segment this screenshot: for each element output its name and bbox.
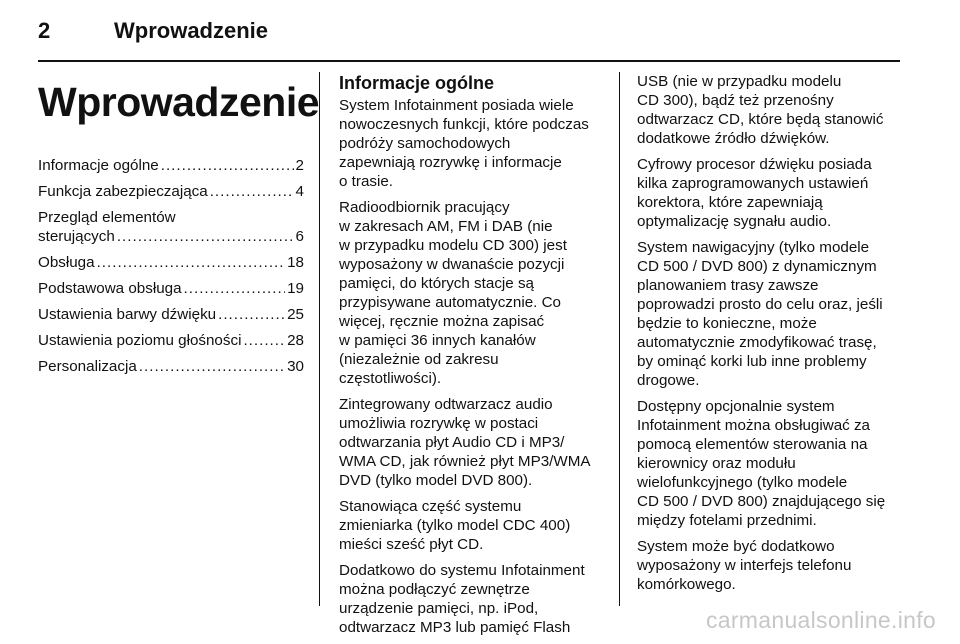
content-body <box>637 72 905 594</box>
text-line: w przypadku modelu CD 300) jest <box>339 237 567 254</box>
toc-entry-title: sterujących <box>38 228 115 245</box>
toc-entry[interactable] <box>38 182 304 201</box>
text-line: wyposażony w dwanaście pozycji <box>339 256 565 273</box>
toc-entry-title: Informacje ogólne <box>38 157 159 174</box>
text-line: korektora, które zapewniają <box>637 194 823 211</box>
text-line: by ominąć korki lub inne problemy <box>637 353 867 370</box>
text-line: odtwarzacz CD, które będą stanowić <box>637 111 884 128</box>
toc-leader-dots <box>243 331 285 350</box>
text-line: wielofunkcyjnego (tylko modele <box>637 474 848 491</box>
text-line: WMA CD, jak również płyt MP3/WMA <box>339 453 591 470</box>
text-line: nowoczesnych funkcji, które podczas <box>339 116 589 133</box>
toc-page-number: 2 <box>295 157 304 174</box>
text-line: odtwarzania płyt Audio CD i MP3/ <box>339 434 565 451</box>
paragraph <box>339 497 605 554</box>
toc-entry[interactable] <box>38 253 304 272</box>
text-line: pomocą elementów sterowania na <box>637 436 868 453</box>
text-line: automatycznie zmodyfikować trasę, <box>637 334 877 351</box>
text-line: drogowe. <box>637 372 700 389</box>
text-line: urządzenie pamięci, np. iPod, <box>339 600 539 617</box>
toc-column <box>38 72 320 383</box>
text-line: System może być dodatkowo <box>637 538 835 555</box>
toc-entry-title: Ustawienia poziomu głośności <box>38 332 242 349</box>
toc-leader-dots <box>139 357 285 376</box>
paragraph <box>637 155 905 231</box>
text-line: Dodatkowo do systemu Infotainment <box>339 562 585 579</box>
text-line: między fotelami przednimi. <box>637 512 817 529</box>
section-heading: Informacje ogólne <box>339 73 495 93</box>
text-line: komórkowego. <box>637 576 736 593</box>
text-line: przypisywane automatycznie. Co <box>339 294 562 311</box>
text-line: można podłączyć zewnętrze <box>339 581 530 598</box>
text-line: o trasie. <box>339 173 394 190</box>
toc-leader-dots <box>184 279 286 298</box>
text-line: System Infotainment posiada wiele <box>339 97 574 114</box>
content-column-2 <box>637 72 905 601</box>
text-line: umożliwia rozrywkę w postaci <box>339 415 539 432</box>
toc-entry-title: Ustawienia barwy dźwięku <box>38 306 217 323</box>
text-line: System nawigacyjny (tylko modele <box>637 239 870 256</box>
text-line: podróży samochodowych <box>339 135 511 152</box>
toc-entry[interactable] <box>38 331 304 350</box>
text-line: CD 300), bądź też przenośny <box>637 92 834 109</box>
toc-page-number: 30 <box>287 358 304 375</box>
toc-entry[interactable] <box>38 279 304 298</box>
text-line: w pamięci 36 innych kanałów <box>339 332 536 349</box>
text-line: mieści sześć płyt CD. <box>339 536 484 553</box>
toc-leader-dots <box>117 227 294 246</box>
text-line: będzie to konieczne, może <box>637 315 817 332</box>
paragraph <box>339 395 605 490</box>
page-number: 2 <box>38 18 51 43</box>
text-line: dodatkowe źródło dźwięków. <box>637 130 830 147</box>
text-line: zapewniają rozrywkę i informacje <box>339 154 562 171</box>
text-line: kilka zaprogramowanych ustawień <box>637 175 869 192</box>
column-separator <box>319 72 320 606</box>
toc-entry-title: Obsługa <box>38 254 95 271</box>
table-of-contents <box>38 156 304 376</box>
paragraph <box>637 397 905 530</box>
text-line: częstotliwości). <box>339 370 442 387</box>
text-line: więcej, ręcznie można zapisać <box>339 313 545 330</box>
text-line: Infotainment można obsługiwać za <box>637 417 871 434</box>
toc-page-number: 19 <box>287 280 304 297</box>
text-line: Stanowiąca część systemu <box>339 498 522 515</box>
text-line: planowaniem trasy zawsze <box>637 277 819 294</box>
text-line: wyposażony w interfejs telefonu <box>637 557 852 574</box>
toc-leader-dots <box>97 253 286 272</box>
text-line: Radioodbiornik pracujący <box>339 199 510 216</box>
text-line: odtwarzacz MP3 lub pamięć Flash <box>339 619 571 636</box>
toc-entry-title: Przegląd elementów <box>38 209 176 226</box>
page-header <box>38 14 268 48</box>
toc-page-number: 28 <box>287 332 304 349</box>
toc-page-number: 18 <box>287 254 304 271</box>
text-line: poprowadzi prosto do celu oraz, jeśli <box>637 296 883 313</box>
paragraph <box>637 238 905 390</box>
content-body <box>339 96 605 637</box>
text-line: Zintegrowany odtwarzacz audio <box>339 396 553 413</box>
paragraph <box>637 537 905 594</box>
text-line: zmieniarka (tylko model CDC 400) <box>339 517 571 534</box>
toc-entry[interactable] <box>38 357 304 376</box>
paragraph <box>339 96 605 191</box>
toc-leader-dots <box>218 305 285 324</box>
header-title: Wprowadzenie <box>114 18 269 43</box>
text-line: Cyfrowy procesor dźwięku posiada <box>637 156 872 173</box>
text-line: CD 500 / DVD 800) z dynamicznym <box>637 258 877 275</box>
toc-entry-title: Podstawowa obsługa <box>38 280 182 297</box>
text-line: pamięci, do których stacje są <box>339 275 534 292</box>
toc-leader-dots <box>210 182 294 201</box>
text-line: USB (nie w przypadku modelu <box>637 73 842 90</box>
text-line: DVD (tylko model DVD 800). <box>339 472 533 489</box>
paragraph <box>339 198 605 388</box>
text-line: kierownicy oraz modułu <box>637 455 796 472</box>
text-line: Dostępny opcjonalnie system <box>637 398 835 415</box>
toc-page-number: 4 <box>295 183 304 200</box>
text-line: optymalizację sygnału audio. <box>637 213 832 230</box>
toc-entry[interactable] <box>38 305 304 324</box>
toc-page-number: 6 <box>295 228 304 245</box>
section-title: Wprowadzenie <box>38 79 320 125</box>
content-column-1 <box>339 72 605 644</box>
toc-entry[interactable] <box>38 156 304 175</box>
paragraph <box>637 72 905 148</box>
paragraph <box>339 561 605 637</box>
watermark: carmanualsonline.info <box>705 607 936 633</box>
text-line: (niezależnie od zakresu <box>339 351 499 368</box>
column-separator <box>619 72 620 606</box>
text-line: CD 500 / DVD 800) znajdującego się <box>637 493 886 510</box>
toc-page-number: 25 <box>287 306 304 323</box>
toc-entry-title: Personalizacja <box>38 358 137 375</box>
toc-leader-dots <box>161 156 294 175</box>
toc-entry-title: Funkcja zabezpieczająca <box>38 183 208 200</box>
header-rule <box>38 60 900 62</box>
text-line: w zakresach AM, FM i DAB (nie <box>339 218 553 235</box>
toc-entry[interactable] <box>38 208 304 246</box>
